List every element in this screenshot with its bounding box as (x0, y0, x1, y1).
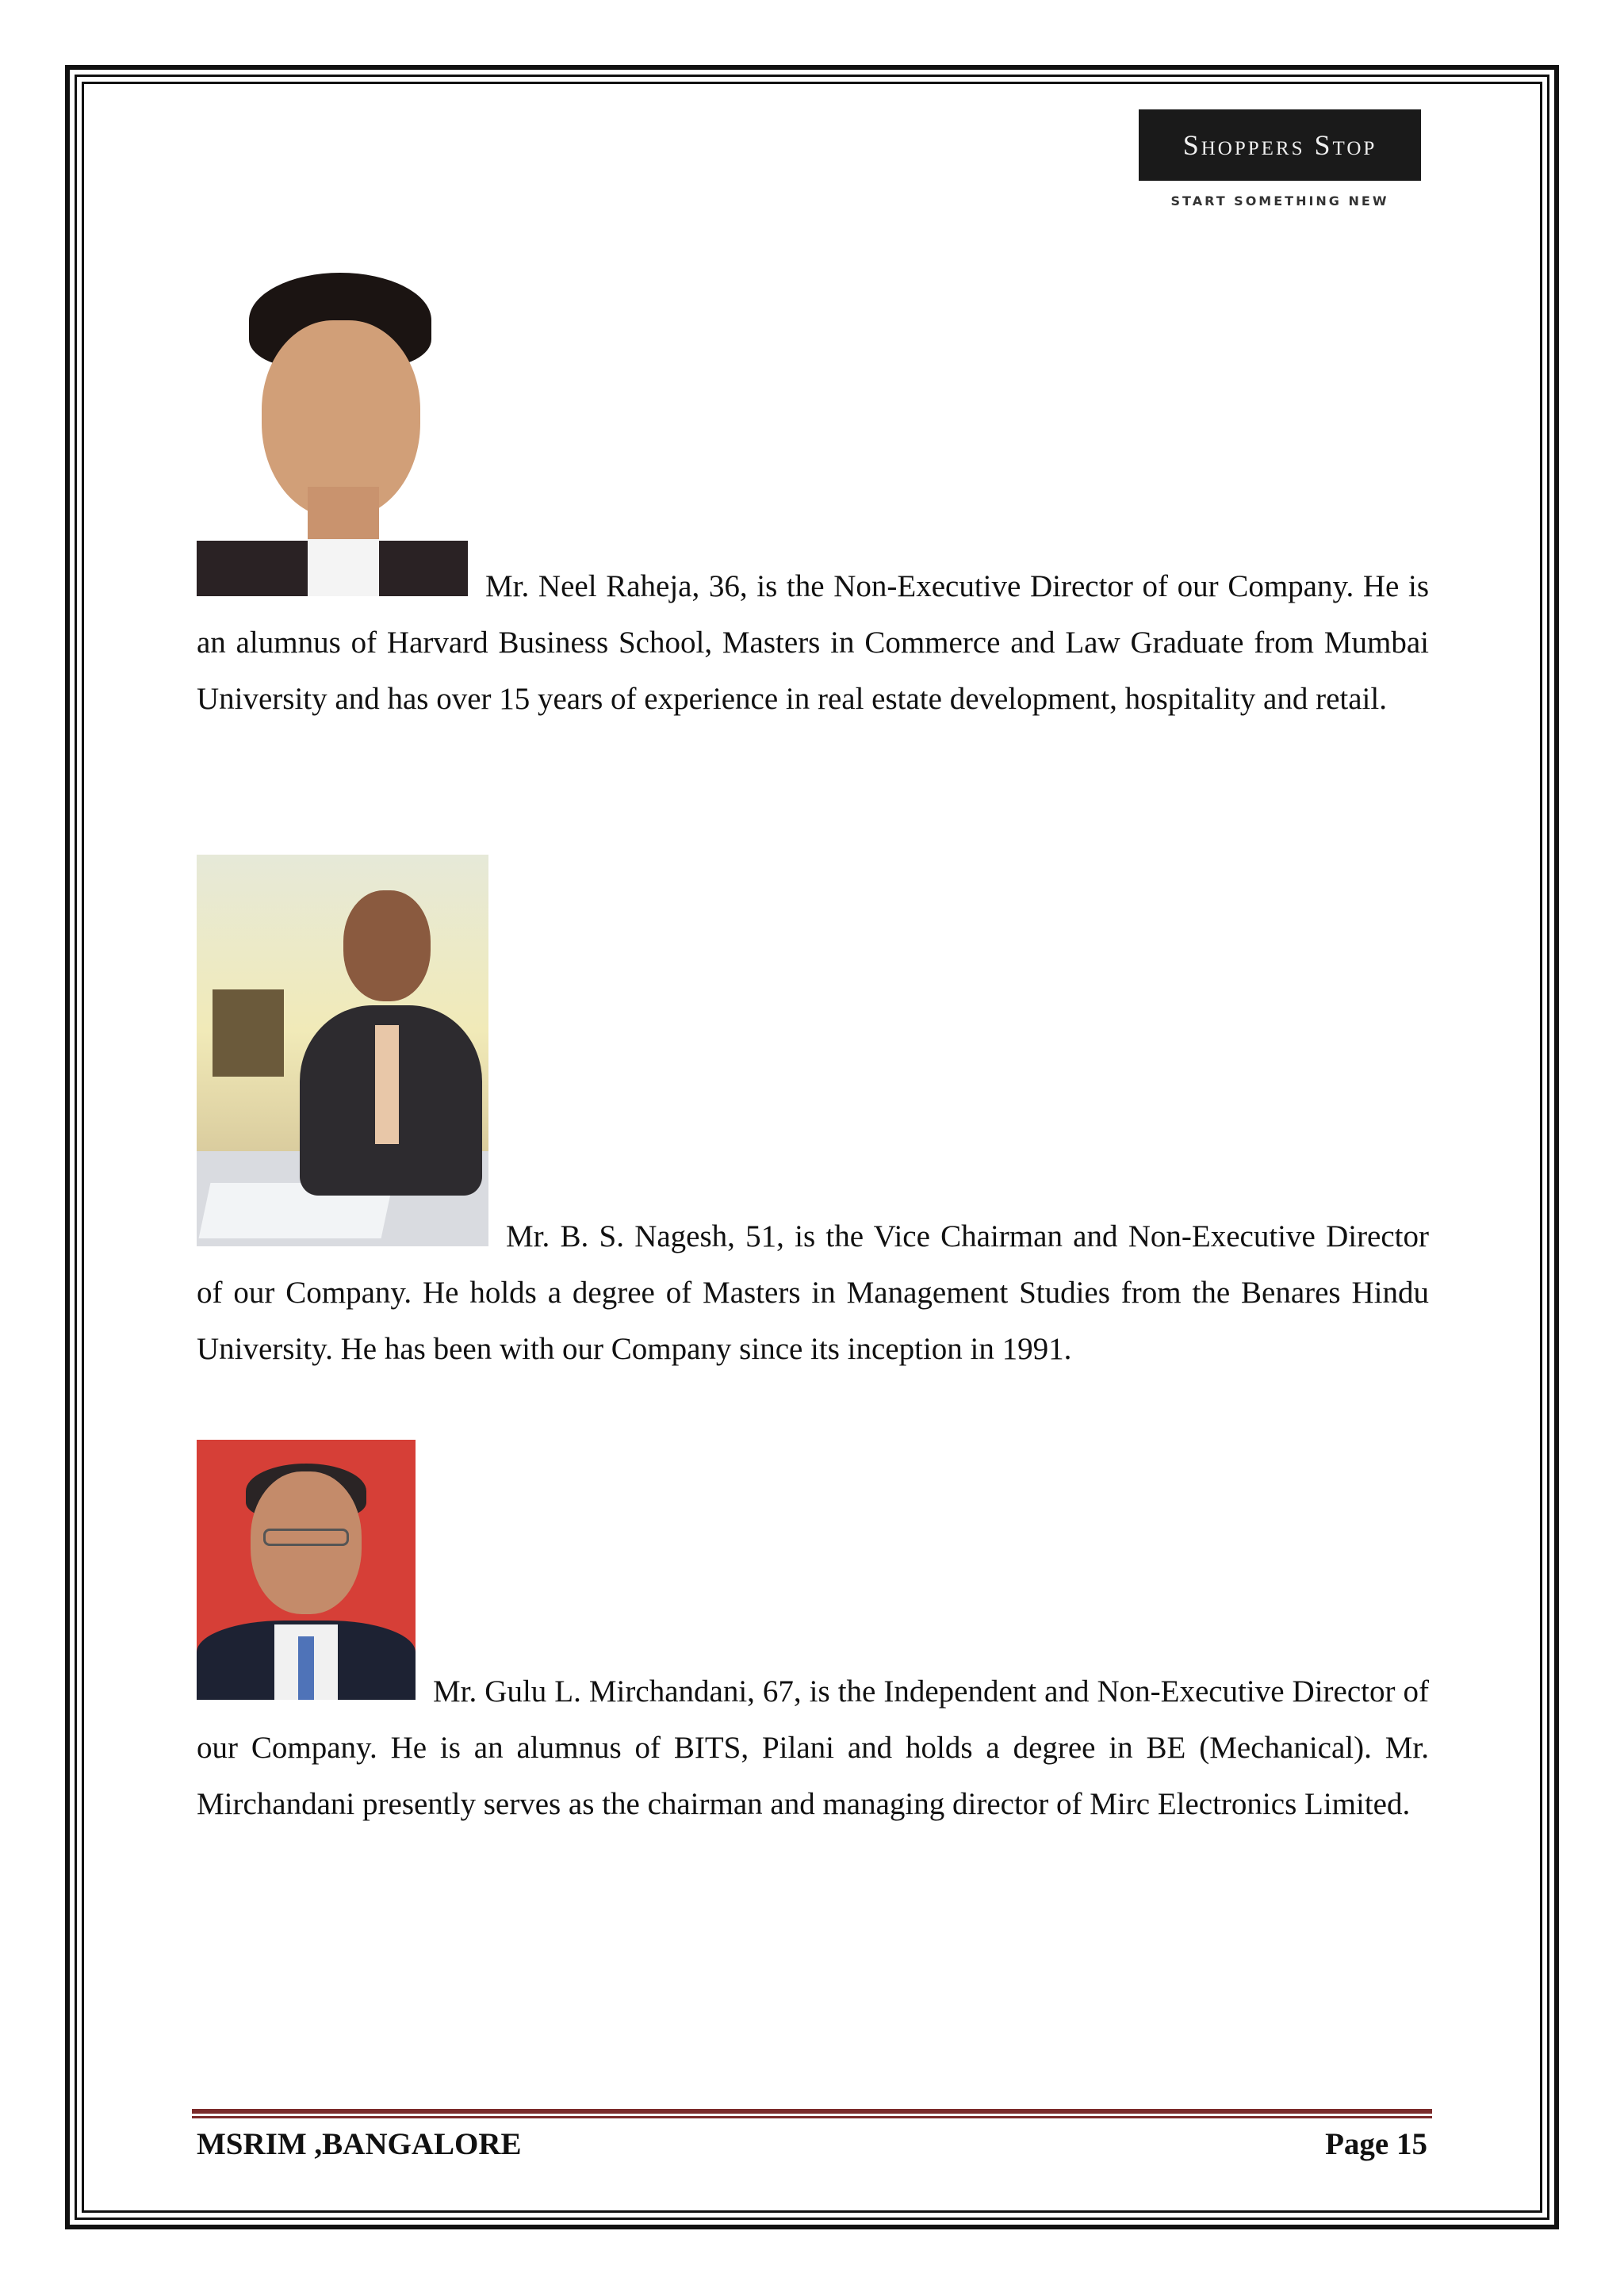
profile-bs-nagesh (197, 855, 1429, 1377)
profile-text: Mr. Neel Raheja, 36, is the Non-Executive Director of our Company. He is an alumnus of Harvard Business School, Masters in Commerce and Law Graduate from Mumbai University and has over 15 years of experience in real estate development, hospitality and retail. (197, 569, 1429, 716)
footer-rule (192, 2109, 1432, 2114)
page-number: Page 15 (1325, 2127, 1427, 2161)
footer-institution: MSRIM ,BANGALORE (197, 2127, 522, 2161)
profile-gulu-mirchandani (197, 1440, 1429, 1832)
profile-neel-raheja (197, 273, 1429, 727)
profile-text: Mr. B. S. Nagesh, 51, is the Vice Chairman and Non-Executive Director of our Company. He holds a degree of Masters in Management Studies from the Benares Hindu University. He has been with our Company since its inception in 1991. (197, 1219, 1429, 1366)
portrait-photo-gulu-mirchandani (197, 1440, 416, 1700)
shoppers-stop-logo (1139, 109, 1421, 209)
logo-wordmark-box (1139, 109, 1421, 181)
footer-rule-thin (192, 2116, 1432, 2118)
logo-tagline: START SOMETHING NEW (1170, 193, 1389, 209)
logo-name: Shoppers Stop (1182, 129, 1377, 161)
profile-text: Mr. Gulu L. Mirchandani, 67, is the Independent and Non-Executive Director of our Company. He is an alumnus of BITS, Pilani and holds a degree in BE (Mechanical). Mr. Mirchandani presently serves as the chairman and managing director of Mirc Electronics Limited. (197, 1674, 1429, 1821)
portrait-photo-bs-nagesh (197, 855, 488, 1246)
portrait-photo-neel-raheja (197, 273, 468, 596)
